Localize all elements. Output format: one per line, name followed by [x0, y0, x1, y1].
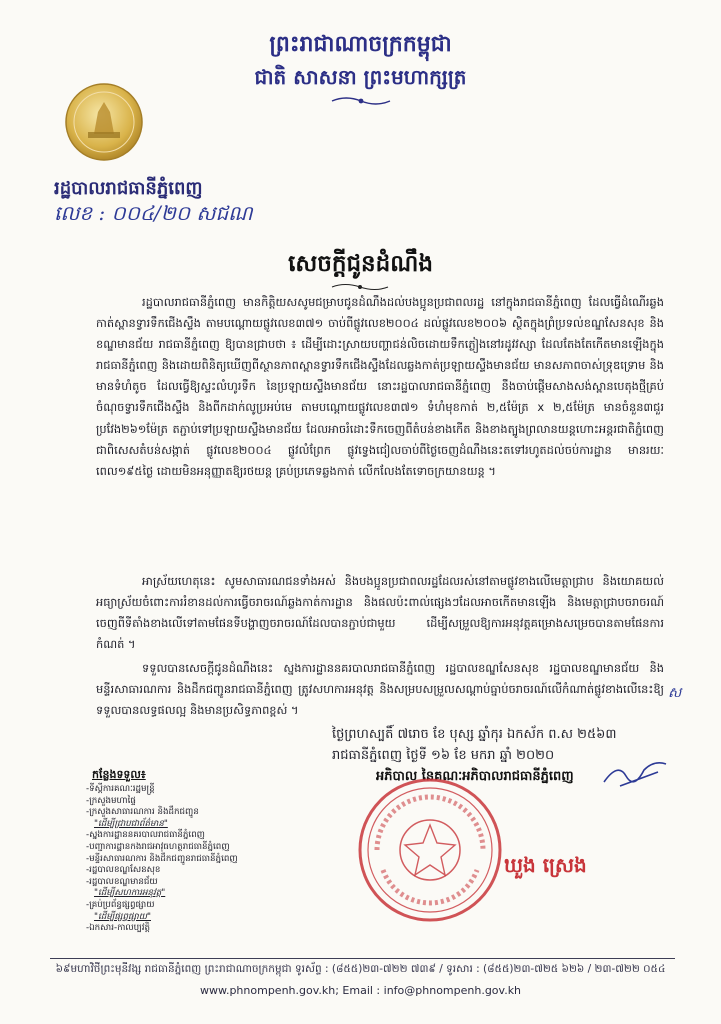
kingdom-title: ព្រះរាជាណាចក្រកម្ពុជា	[269, 31, 452, 57]
footer-divider	[50, 958, 675, 959]
kingdom-motto: ជាតិ សាសនា ព្រះមហាក្សត្រ	[254, 65, 467, 89]
ornament-divider-icon	[330, 94, 392, 108]
recipient-item: -ក្រសួងមហាផ្ទៃ	[86, 795, 136, 806]
recipient-item: -ក្រសួងសាធារណការ និងដឹកជញ្ជូន	[86, 807, 199, 818]
reference-number: លេខ : ០០៤/២០ សជណ	[54, 201, 253, 225]
issuing-authority: រដ្ឋបាលរាជធានីភ្នំពេញ	[54, 178, 203, 199]
recipient-purpose: "ដើម្បីផ្សព្វផ្សាយ"	[94, 911, 151, 922]
document-title: សេចក្ដីជូនដំណឹង	[288, 250, 433, 277]
notice-paragraph-2: អាស្រ័យហេតុនេះ សូមសាធារណជនទាំងអស់ និងបងប្អូនប្រជាពលរដ្ឋដែលរស់នៅតាមផ្លូវខាងលើមេត្តាជ្រាប និងយោគយល់អធ្យាស្រ័យចំពោះការរំខានដល់ការធ្វើចរាចរណ៍ឆ្លងកាត់ការដ្ឋាន និងផលប៉ះពាល់ផ្សេងៗដែលអាចកើតមានឡើង និងមេត្តាជ្រាបចរាចរណ៍ចេញពីទីតាំងខាងលើទៅតាមផែនទីបង្ហាញចរាចរណ៍ដែលបានភ្ជាប់ជាមួយ ដើម្បីសម្រួលឱ្យការអនុវត្តគម្រោងសម្រេចបានតាមផែនការកំណត់ ។	[96, 574, 664, 652]
recipient-item: -រដ្ឋបាលខណ្ឌមានជ័យ	[86, 876, 158, 887]
recipient-item: -បញ្ជាការដ្ឋានកងរាជអាវុធហត្ថរាជធានីភ្នំពេញ	[86, 841, 230, 852]
initials-mark: ស	[668, 685, 682, 701]
recipient-item: -ស្នងការដ្ឋាននគរបាលរាជធានីភ្នំពេញ	[86, 830, 205, 841]
footer-website-email: www.phnompenh.gov.kh; Email : info@phnompenh.gov.kh	[199, 984, 522, 997]
recipients-heading: កន្លែងទទួល៖	[92, 768, 146, 781]
recipient-purpose: "ដើម្បីសហការអនុវត្ត"	[94, 888, 166, 899]
lunar-date: ថ្ងៃព្រហស្បតិ៍ ៧រោច ខែ បុស្ស ឆ្នាំកុរ ឯកស័ក ព.ស ២៥៦៣	[332, 727, 617, 742]
city-seal-logo	[64, 82, 144, 162]
recipient-item: -រដ្ឋបាលខណ្ឌសែនសុខ	[86, 865, 161, 876]
recipient-item: -ឯកសារ-កាលប្បវត្តិ	[86, 923, 151, 934]
recipient-item: -គ្រប់ប្រព័ន្ធផ្សព្វផ្សាយ	[86, 899, 155, 910]
notice-paragraph-3: ទទួលបានសេចក្ដីជូនដំណឹងនេះ ស្នងការដ្ឋាននគរបាលរាជធានីភ្នំពេញ រដ្ឋបាលខណ្ឌសែនសុខ រដ្ឋបាលខណ្ឌមានជ័យ និងមន្ទីរសាធារណការ និងដឹកជញ្ជូនរាជធានីភ្នំពេញ ត្រូវសហការអនុវត្ត និងសម្របសម្រួលសណ្ដាប់ធ្នាប់ចរាចរណ៍លើកំណាត់ផ្លូវខាងលើនេះឱ្យទទួលបានលទ្ធផលល្អ និងមានប្រសិទ្ធភាពខ្ពស់ ។	[96, 661, 664, 718]
recipient-item: -ទីស្ដីការគណៈរដ្ឋមន្ត្រី	[86, 784, 155, 794]
recipient-purpose: "ដើម្បីជ្រាបជាព័ត៌មាន"	[94, 818, 168, 829]
notice-paragraph-1: រដ្ឋបាលរាជធានីភ្នំពេញ មានកិត្តិយសសូមជម្រាបជូនដំណឹងដល់បងប្អូនប្រជាពលរដ្ឋ នៅក្នុងរាជធានីភ្នំពេញ ដែលធ្វើដំណើរឆ្លងកាត់ស្ពានទ្វារទឹកជើងស្ទឹង តាមបណ្ដោយផ្លូវលេខ៣៧១ ចាប់ពីផ្លូវលេខ២០០៤ ដល់ផ្លូវលេខ២០០៦ ស្ថិតក្នុងព្រំប្រទល់ខណ្ឌសែនសុខ និងខណ្ឌមានជ័យ រាជធានីភ្នំពេញ ឱ្យបានជ្រាបថា ៖ ដើម្បីដោះស្រាយបញ្ហាជន់លិចដោយទឹកភ្លៀងនៅរដូវវស្សា ដែលតែងតែកើតមានឡើងក្នុងរាជធានីភ្នំពេញ និងដោយពិនិត្យឃើញពីស្ថានភាពស្ពានទ្វារទឹកជើងស្ទឹងដែលឆ្លងកាត់ប្រឡាយស្ទឹងមានជ័យ មានសភាពចាស់ទ្រុឌទ្រោម និងមានទំហំតូច ដែលធ្វើឱ្យស្ទះលំហូរទឹក នៃប្រឡាយស្ទឹងមានជ័យ នោះរដ្ឋបាលរាជធានីភ្នំពេញ នឹងចាប់ផ្ដើមសាងសង់ស្ពានបេតុងថ្មីគ្រប់ចំណុចទ្វារទឹកជើងស្ទឹង និងពីកដាក់លូប្រអប់មេ តាមបណ្ដោយផ្លូវលេខ៣៧១ ទំហំមុខកាត់ ២,៥ម៉ែត្រ x ២,៥ម៉ែត្រ មានចំនួន៣ជួរ ប្រវែង២៦១ម៉ែត្រ តភ្ជាប់ទៅប្រឡាយស្ទឹងមានជ័យ ដែលអាចរំដោះទឹកចេញពីតំបន់ខាងកើត និងខាងត្បូងព្រលានយន្តហោះអន្តរជាតិភ្នំពេញ ជាពិសេសតំបន់សង្កាត់ ផ្លូវលេខ២០០៤ ផ្លូវលំព្រែក ផ្លូវទ្វេងជៀលចាប់ពីថ្ងៃចេញដំណឹងនេះតទៅរហូតដល់ចប់ការដ្ឋាន មានរយៈពេល១៩៥ថ្ងៃ ដោយមិនអនុញ្ញាតឱ្យរថយន្ត គ្រប់ប្រភេទឆ្លងកាត់ លើកលែងតែទោចក្រយានយន្ត ។	[96, 295, 664, 478]
signatory-name: ឃួង ស្រេង	[504, 853, 587, 877]
solar-date: រាជធានីភ្នំពេញ ថ្ងៃទី ១៦ ខែ មករា ឆ្នាំ ២០២០	[332, 748, 555, 763]
handwritten-signature	[600, 752, 670, 792]
recipients-list	[86, 784, 306, 935]
signatory-title: អភិបាល នៃគណៈអភិបាលរាជធានីភ្នំពេញ	[376, 769, 574, 784]
footer-address: ៦៩មហាវិថីព្រះមុនីវង្ស រាជធានីភ្នំពេញ ព្រះរាជាណាចក្រកម្ពុជា ទូរស័ព្ទ : (៨៥៥)២៣-៧២២ ៧៣៩ / ទូរសារ : (៨៥៥)២៣-៧២៥ ៦២៦ / ២៣-៧២២ ០៥៤	[55, 963, 666, 975]
recipient-item: -មន្ទីរសាធារណការ និងដឹកជញ្ជូនរាជធានីភ្នំពេញ	[86, 853, 238, 864]
official-red-stamp	[355, 775, 505, 925]
